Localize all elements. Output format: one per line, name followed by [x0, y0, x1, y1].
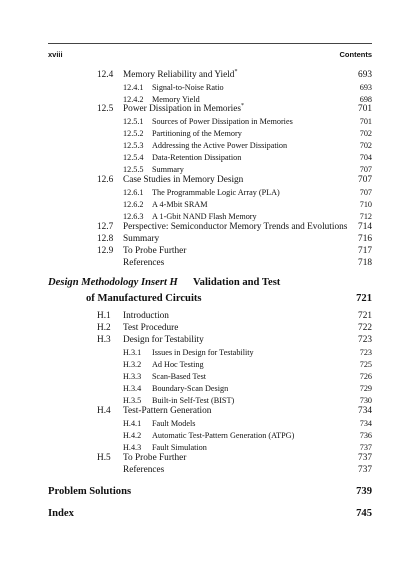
entry-page: 739: [356, 486, 372, 497]
entry-page: 745: [356, 508, 372, 519]
entry-title: A 4-Mbit SRAM: [152, 200, 208, 209]
entry-title: Perspective: Semiconductor Memory Trends and Evolutions: [123, 222, 348, 232]
entry-page: 736: [359, 431, 372, 440]
entry-title-wrap: [152, 129, 242, 138]
entry-title-wrap: [123, 323, 178, 333]
entry-title: Scan-Based Test: [152, 372, 207, 381]
entry-number: 12.5.2: [123, 129, 144, 138]
entry-number: 12.8: [97, 234, 114, 244]
entry-page: 721: [358, 311, 372, 321]
entry-page: 721: [356, 293, 372, 304]
page-number: xviii: [48, 50, 63, 59]
entry-title: The Programmable Logic Array (PLA): [152, 188, 280, 197]
asterisk-marker: *: [234, 68, 238, 75]
entry-page: 717: [358, 246, 372, 256]
entry-title: A 1-Gbit NAND Flash Memory: [152, 212, 257, 221]
entry-number: 12.6.1: [123, 188, 144, 197]
entry-title: Addressing the Active Power Dissipation: [152, 141, 288, 150]
entry-page: 716: [358, 234, 372, 244]
entry-title-wrap: [152, 117, 293, 126]
entry-title: References: [123, 465, 165, 475]
entry-title: Signal-to-Noise Ratio: [152, 83, 224, 92]
entry-title: Memory Yield: [152, 95, 200, 104]
entry-title-wrap: [152, 212, 257, 221]
entry-title: Automatic Test-Pattern Generation (ATPG): [152, 431, 295, 440]
entry-title-wrap: [152, 360, 204, 369]
entry-page: 712: [359, 212, 372, 221]
entry-title: of Manufactured Circuits: [86, 293, 202, 304]
entry-number: H.3.4: [123, 384, 142, 393]
entry-number: 12.4: [97, 70, 114, 80]
entry-page: 693: [358, 70, 372, 80]
entry-title: Partitioning of the Memory: [152, 129, 242, 138]
entry-number: 12.6.3: [123, 212, 144, 221]
entry-page: 737: [358, 453, 372, 463]
entry-title-wrap: [123, 453, 186, 463]
entry-title: Data-Retention Dissipation: [152, 153, 242, 162]
entry-number: H.3: [97, 335, 111, 345]
entry-page: 707: [359, 188, 372, 197]
entry-title: Summary: [152, 165, 184, 174]
entry-page: 726: [359, 372, 372, 381]
entry-number: H.4.3: [123, 443, 142, 452]
entry-page: 714: [358, 222, 372, 232]
entry-title-wrap: [152, 384, 228, 393]
entry-page: 730: [359, 396, 372, 405]
entry-title: Problem Solutions: [48, 486, 132, 497]
entry-number: 12.6: [97, 175, 114, 185]
entry-title: Power Dissipation in Memories: [123, 104, 242, 114]
entry-number: 12.4.2: [123, 95, 144, 104]
entry-page: 707: [358, 175, 372, 185]
entry-title-wrap: [152, 95, 200, 104]
entry-title-wrap: [152, 83, 224, 92]
entry-title: Design for Testability: [123, 335, 204, 345]
entry-title: Introduction: [123, 311, 169, 321]
entry-title-wrap: [152, 200, 208, 209]
entry-page: 737: [358, 465, 372, 475]
entry-title-wrap: [123, 311, 169, 321]
entry-title: Built-in Self-Test (BIST): [152, 396, 235, 405]
entry-number: H.3.1: [123, 348, 142, 357]
running-title: Contents: [339, 50, 372, 59]
entry-title-wrap: [123, 104, 244, 114]
entry-page: 723: [358, 335, 372, 345]
entry-number: H.4.2: [123, 431, 142, 440]
entry-title: Boundary-Scan Design: [152, 384, 229, 393]
entry-title-wrap: [152, 419, 195, 428]
entry-title: Index: [48, 508, 74, 519]
entry-page: 737: [359, 443, 372, 452]
entry-page: 722: [358, 323, 372, 333]
entry-number: 12.4.1: [123, 83, 144, 92]
entry-number: H.3.3: [123, 372, 142, 381]
entry-page: 718: [358, 258, 372, 268]
asterisk-marker: *: [241, 102, 245, 109]
entry-title-wrap: [123, 406, 211, 416]
entry-title-wrap: [123, 258, 164, 268]
entry-page: 729: [359, 384, 372, 393]
entry-number: 12.9: [97, 246, 114, 256]
entry-title-wrap: [123, 70, 237, 80]
entry-title: Ad Hoc Testing: [152, 360, 204, 369]
entry-page: 704: [359, 153, 372, 162]
entry-page: 734: [358, 406, 372, 416]
entry-title-wrap: [48, 486, 131, 497]
entry-title-wrap: [123, 234, 159, 244]
entry-page: 707: [359, 165, 372, 174]
entry-page: 723: [359, 348, 372, 357]
entry-title-wrap: [48, 508, 74, 519]
entry-page: 701: [358, 104, 372, 114]
entry-title-wrap: [123, 246, 186, 256]
entry-title-wrap: [152, 141, 287, 150]
entry-number: 12.5.3: [123, 141, 144, 150]
entry-title: Fault Models: [152, 419, 196, 428]
entry-number: H.4.1: [123, 419, 142, 428]
entry-page: 702: [359, 129, 372, 138]
entry-title: Issues in Design for Testability: [152, 348, 254, 357]
entry-title-wrap: [152, 372, 206, 381]
entry-title: Validation and Test: [193, 277, 281, 288]
entry-number: 12.6.2: [123, 200, 144, 209]
entry-title: Memory Reliability and Yield: [123, 70, 235, 80]
entry-title: Case Studies in Memory Design: [123, 175, 244, 185]
entry-title-wrap: [152, 431, 294, 440]
entry-title-wrap: [152, 165, 184, 174]
entry-number: 12.5.4: [123, 153, 144, 162]
entry-title: References: [123, 258, 165, 268]
entry-title-wrap: [193, 277, 280, 288]
entry-title: Test-Pattern Generation: [123, 406, 212, 416]
entry-title: To Probe Further: [123, 453, 187, 463]
entry-page: 734: [359, 419, 372, 428]
entry-number: 12.7: [97, 222, 114, 232]
entry-page: 725: [359, 360, 372, 369]
entry-title-wrap: [152, 443, 207, 452]
entry-title-wrap: [152, 188, 280, 197]
entry-title: To Probe Further: [123, 246, 187, 256]
entry-number: 12.5.5: [123, 165, 144, 174]
entry-title-wrap: [123, 465, 164, 475]
insert-label: Design Methodology Insert H: [48, 277, 178, 288]
entry-title-wrap: [152, 396, 234, 405]
entry-title-wrap: [123, 335, 204, 345]
entry-page: 693: [359, 83, 372, 92]
entry-title-wrap: [123, 175, 243, 185]
entry-page: 701: [359, 117, 372, 126]
entry-page: 710: [359, 200, 372, 209]
entry-number: H.4: [97, 406, 111, 416]
header-rule: [48, 43, 372, 44]
entry-title-wrap: [123, 222, 347, 232]
entry-number: H.3.5: [123, 396, 142, 405]
entry-number: H.2: [97, 323, 111, 333]
entry-title: Test Procedure: [123, 323, 179, 333]
entry-number: H.1: [97, 311, 111, 321]
entry-title-wrap: [86, 293, 202, 304]
entry-number: H.3.2: [123, 360, 142, 369]
entry-page: 702: [359, 141, 372, 150]
entry-title-wrap: [152, 348, 254, 357]
entry-page: 698: [359, 95, 372, 104]
entry-number: H.5: [97, 453, 111, 463]
entry-title: Sources of Power Dissipation in Memories: [152, 117, 293, 126]
entry-title: Summary: [123, 234, 160, 244]
entry-number: 12.5: [97, 104, 114, 114]
entry-title-wrap: [152, 153, 241, 162]
entry-title: Fault Simulation: [152, 443, 207, 452]
entry-number: 12.5.1: [123, 117, 144, 126]
